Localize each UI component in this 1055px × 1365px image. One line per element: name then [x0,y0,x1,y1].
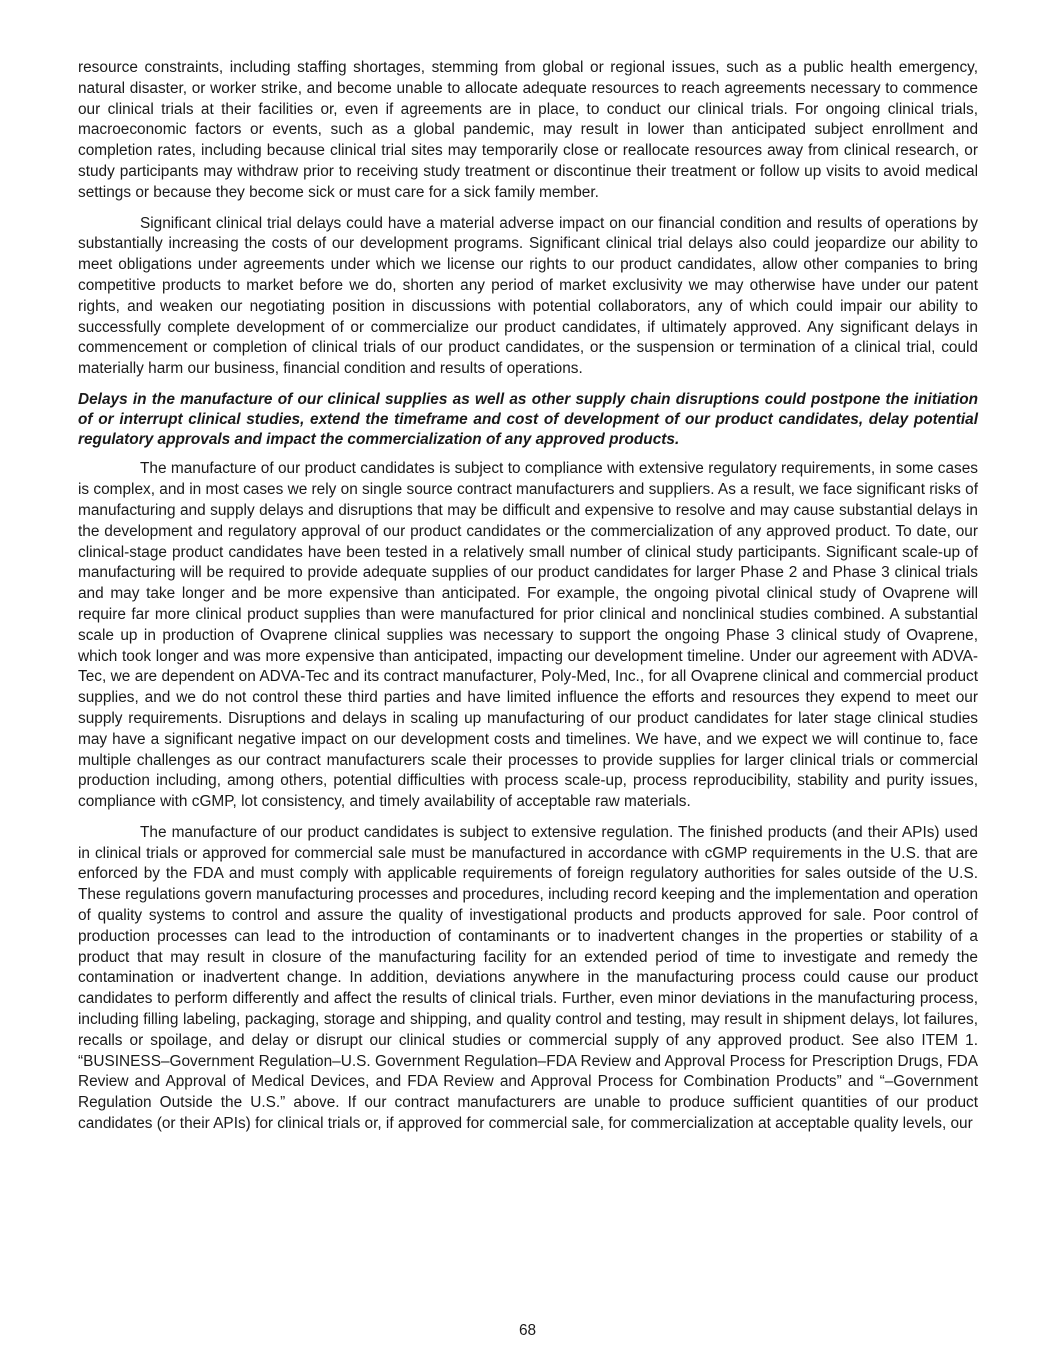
page-number: 68 [518,1322,537,1339]
paragraph-manufacture-compliance: The manufacture of our product candidates is subject to compliance with extensive regulatory requirements, in some cases is complex, and in most cases we rely on single source contract manufacturers and suppliers. As a result, we face significant risks of manufacturing and supply delays and disruptions that may be difficult and expensive to resolve and may cause substantial delays in the development and regulatory approval of our product candidates or the commercialization of any approved product. To date, our clinical-stage product candidates have been tested in a relatively small number of clinical study participants. Significant scale-up of manufacturing will be required to provide adequate supplies of our product candidates for larger Phase 2 and Phase 3 clinical trials and may take longer and be more expensive than anticipated. For example, the ongoing pivotal clinical study of Ovaprene will require far more clinical product supplies than were manufactured for prior clinical and nonclinical studies combined. A substantial scale up in production of Ovaprene clinical supplies was necessary to support the ongoing Phase 3 clinical study of Ovaprene, which took longer and was more expensive than anticipated, impacting our development timeline. Under our agreement with ADVA-Tec, we are dependent on ADVA-Tec and its contract manufacturer, Poly-Med, Inc., for all Ovaprene clinical and commercial product supplies, and we do not control these third parties and have limited influence the efforts and resources they expend to meet our supply requirements. Disruptions and delays in scaling up manufacturing of our product candidates for later stage clinical studies may have a significant negative impact on our development costs and timelines. We have, and we expect we will continue to, face multiple challenges as our contract manufacturers scale their processes to provide supplies for larger clinical trials or commercial production including, among others, potential difficulties with process scale-up, process reproducibility, stability and purity issues, compliance with cGMP, lot consistency, and timely availability of acceptable raw materials. [78,460,978,811]
section-heading-manufacture-delays: Delays in the manufacture of our clinical supplies as well as other supply chain disruptions could postpone the initiation of or interrupt clinical studies, extend the timeframe and cost of development of our product candidates, delay potential regulatory approvals and impact the commercialization of any approved products. [78,390,978,448]
document-body [78,58,978,1145]
paragraph-resource-constraints: resource constraints, including staffing shortages, stemming from global or regional issues, such as a public health emergency, natural disaster, or worker strike, and become unable to allocate adequate resources to reach agreements necessary to commence our clinical trials at their facilities or, even if agreements are in place, to conduct our clinical trials. For ongoing clinical trials, macroeconomic factors or events, such as a global pandemic, may result in lower than anticipated subject enrollment and completion rates, including because clinical trial sites may temporarily close or reallocate resources away from clinical research, or study participants may withdraw prior to receiving study treatment or discontinue their treatment or follow up visits to avoid medical settings or because they become sick or must care for a sick family member. [78,59,978,201]
paragraph-clinical-trial-delays: Significant clinical trial delays could have a material adverse impact on our financial condition and results of operations by substantially increasing the costs of our development programs. Significant clinical trial delays also could jeopardize our ability to meet obligations under agreements under which we license our rights to our product candidates, allow other companies to bring competitive products to market before we do, shorten any period of market exclusivity we may otherwise have under our patent rights, and weaken our negotiating position in discussions with potential collaborators, any of which could impair our ability to successfully complete development of or commercialize our product candidates, if ultimately approved. Any significant delays in commencement or completion of clinical trials of our product candidates, or the suspension or termination of a clinical trial, could materially harm our business, financial condition and results of operations. [78,214,978,378]
paragraph-manufacture-regulation: The manufacture of our product candidates is subject to extensive regulation. The finished products (and their APIs) used in clinical trials or approved for commercial sale must be manufactured in accordance with cGMP requirements in the U.S. that are enforced by the FDA and must comply with applicable requirements of foreign regulatory authorities for sales outside of the U.S. These regulations govern manufacturing processes and procedures, including record keeping and the implementation and operation of quality systems to control and assure the quality of investigational products and products approved for sale. Poor control of production processes can lead to the introduction of contaminants or to inadvertent changes in the properties or stability of a product that may result in closure of the manufacturing facility for an extended period of time to investigate and remedy the contamination or inadvertent change. In addition, deviations anywhere in the manufacturing process could cause our product candidates to perform differently and affect the results of clinical trials. Further, even minor deviations in the manufacturing process, including filling labeling, packaging, storage and shipping, and quality control and testing, may result in shipment delays, lot failures, recalls or spoilage, and delay or disrupt our clinical studies or commercial supply of any approved product. See also ITEM 1. “BUSINESS–Government Regulation–U.S. Government Regulation–FDA Review and Approval Process for Prescription Drugs, FDA Review and Approval of Medical Devices, and FDA Review and Approval Process for Combination Products” and “–Government Regulation Outside the U.S.” above. If our contract manufacturers are unable to produce sufficient quantities of our product candidates (or their APIs) for clinical trials or, if approved for commercial sale, for commercialization at acceptable quality levels, our [78,823,978,1133]
